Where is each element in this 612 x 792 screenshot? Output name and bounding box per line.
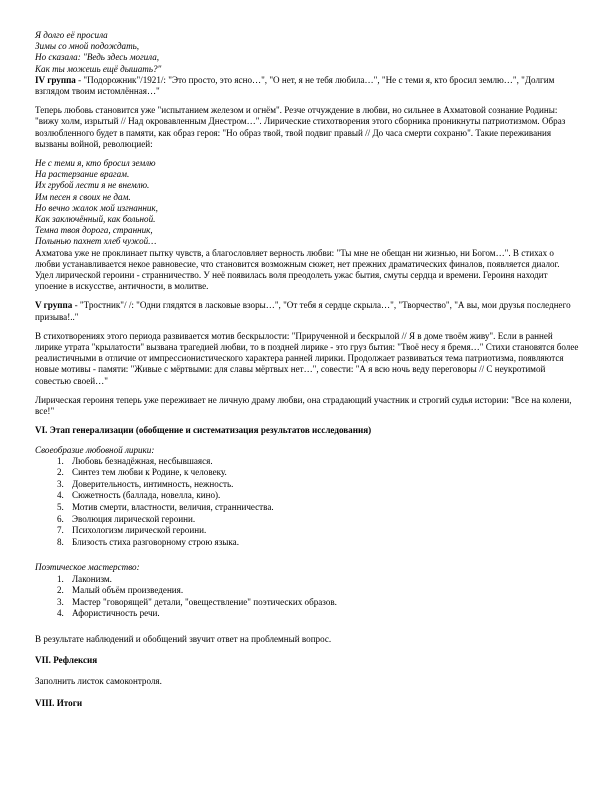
poem-line: Их грубой лести я не внемлю. [35,180,150,191]
list-item: 8. Близость стиха разговорному строю языка. [57,536,239,547]
poem-line: Не с теми я, кто бросил землю [35,158,156,169]
list-item: 5. Мотив смерти, властности, величия, странничества. [57,502,274,513]
list-item: 3. Доверительность, интимность, нежность. [57,478,234,489]
list-item: 2. Синтез тем любви к Родине, к человеку. [57,467,227,478]
group-4-paragraph [35,75,580,97]
poem-excerpt-1 [35,30,580,75]
poetic-mastery-list [35,562,580,620]
list-item: 2. Малый объём произведения. [57,585,184,596]
list-item: 4. Сюжетность (баллада, новелла, кино). [57,490,221,501]
paragraph: Лирическая героиня теперь уже переживает не личную драму любви, она страдающий участник и строгий судья истории: "Все на колени, все!" [35,394,572,417]
poem-line: Зимы со мной подождать, [35,41,140,52]
poem-line: Но вечно жалок мой изгнанник, [35,202,158,213]
group-4-text: - "Подорожник"/1921/: "Это просто, это ясно…", "О нет, я не тебя любила…", "Не с теми я, кто бросил землю…", "Долгим взглядом твоим истомлённая…" [35,74,555,97]
section-heading-8: VIII. Итоги [35,697,83,708]
list-item: 1. Любовь безнадёжная, несбывшаяся. [57,455,213,466]
poem-line: Темна твоя дорога, странник, [35,225,153,236]
paragraph: В результате наблюдений и обобщений звучит ответ на проблемный вопрос. [35,634,332,645]
list-title: Поэтическое мастерство: [35,562,140,573]
paragraph: Заполнить листок самоконтроля. [35,676,162,687]
paragraph: Теперь любовь становится уже "испытанием железом и огнём". Резче отчуждение в любви, но сильнее в Ахматовой сознание Родины: "вижу холм, изрытый // Над окровавленным Днестром…". Лирические стихотворения этого сборника проникнуты патриотизмом. Образ возлюбленного будет в памяти, как образ героя: "Но образ твой, твой подвиг правый // До часа смерти сохраню". Такие переживания вызваны войной, революцией: [35,105,566,149]
poem-line: Полынью пахнет хлеб чужой… [35,236,157,247]
poem-line: Как заключённый, как больной. [35,214,156,225]
section-heading-6: VI. Этап генерализации (обобщение и систематизация результатов исследования) [35,425,372,436]
poem-line: Но сказала: "Ведь здесь могила, [35,52,160,63]
lyric-features-list [35,445,580,549]
group-5-paragraph [35,300,580,322]
poem-line: Я долго её просила [35,30,108,40]
document-page [35,30,580,709]
list-item: 6. Эволюция лирической героини. [57,513,196,524]
group-5-label: V группа [35,300,73,311]
poem-line: На растерзание врагам. [35,169,130,180]
poem-line: Им песен я своих не дам. [35,191,131,202]
poem-excerpt-2 [35,158,580,248]
paragraph: Ахматова уже не проклинает пытку чувств, а благословляет верность любви: "Ты мне не обещан ни жизнью, ни Богом…". В стихах о любви устанавливается некое равновесие, что становится возможным сюжет, нет прежних драматических финалов, появляется диалог. Удел лирической героини - странничество. У неё появилась воля преодолеть ужас бытия, смуты сердца и времени. Героиня находит упоение в искусстве, античности, в молитве. [35,247,560,292]
list-item: 1. Лаконизм. [57,573,112,584]
group-5-text: - "Тростник"/ /: "Одни глядятся в ласковые взоры…", "От тебя я сердце скрыла…", "Творчество", "А вы, мои друзья последнего призыва!.." [35,300,571,322]
group-4-label: IV группа [35,74,76,85]
poem-line: Как ты можешь ещё дышать?" [35,63,162,74]
list-item: 3. Мастер "говорящей" детали, "овеществление" поэтических образов. [57,596,337,607]
section-heading-7: VII. Рефлексия [35,655,98,666]
list-item: 4. Афористичность речи. [57,608,160,619]
list-title: Своеобразие любовной лирики: [35,444,155,455]
list-item: 7. Психологизм лирической героини. [57,525,207,536]
paragraph: В стихотворениях этого периода развивается мотив бескрылости: "Прирученной и бескрылой // Я в доме твоём живу". Если в ранней лирике утрата "крылатости" вызвана трагедией любви, то в поздней лирике - это груз бытия: "Твоё несу я бремя…" Стихи становятся более реалистичными в отличие от импрессионистического характера ранней лирики. Продолжает развиваться тема патриотизма, появляются новые мотивы - памяти: "Живые с мёртвыми: для славы мёртвых нет…", совести: "А я всю ночь веду переговоры // С неукротимой совестью своей…" [35,330,579,386]
